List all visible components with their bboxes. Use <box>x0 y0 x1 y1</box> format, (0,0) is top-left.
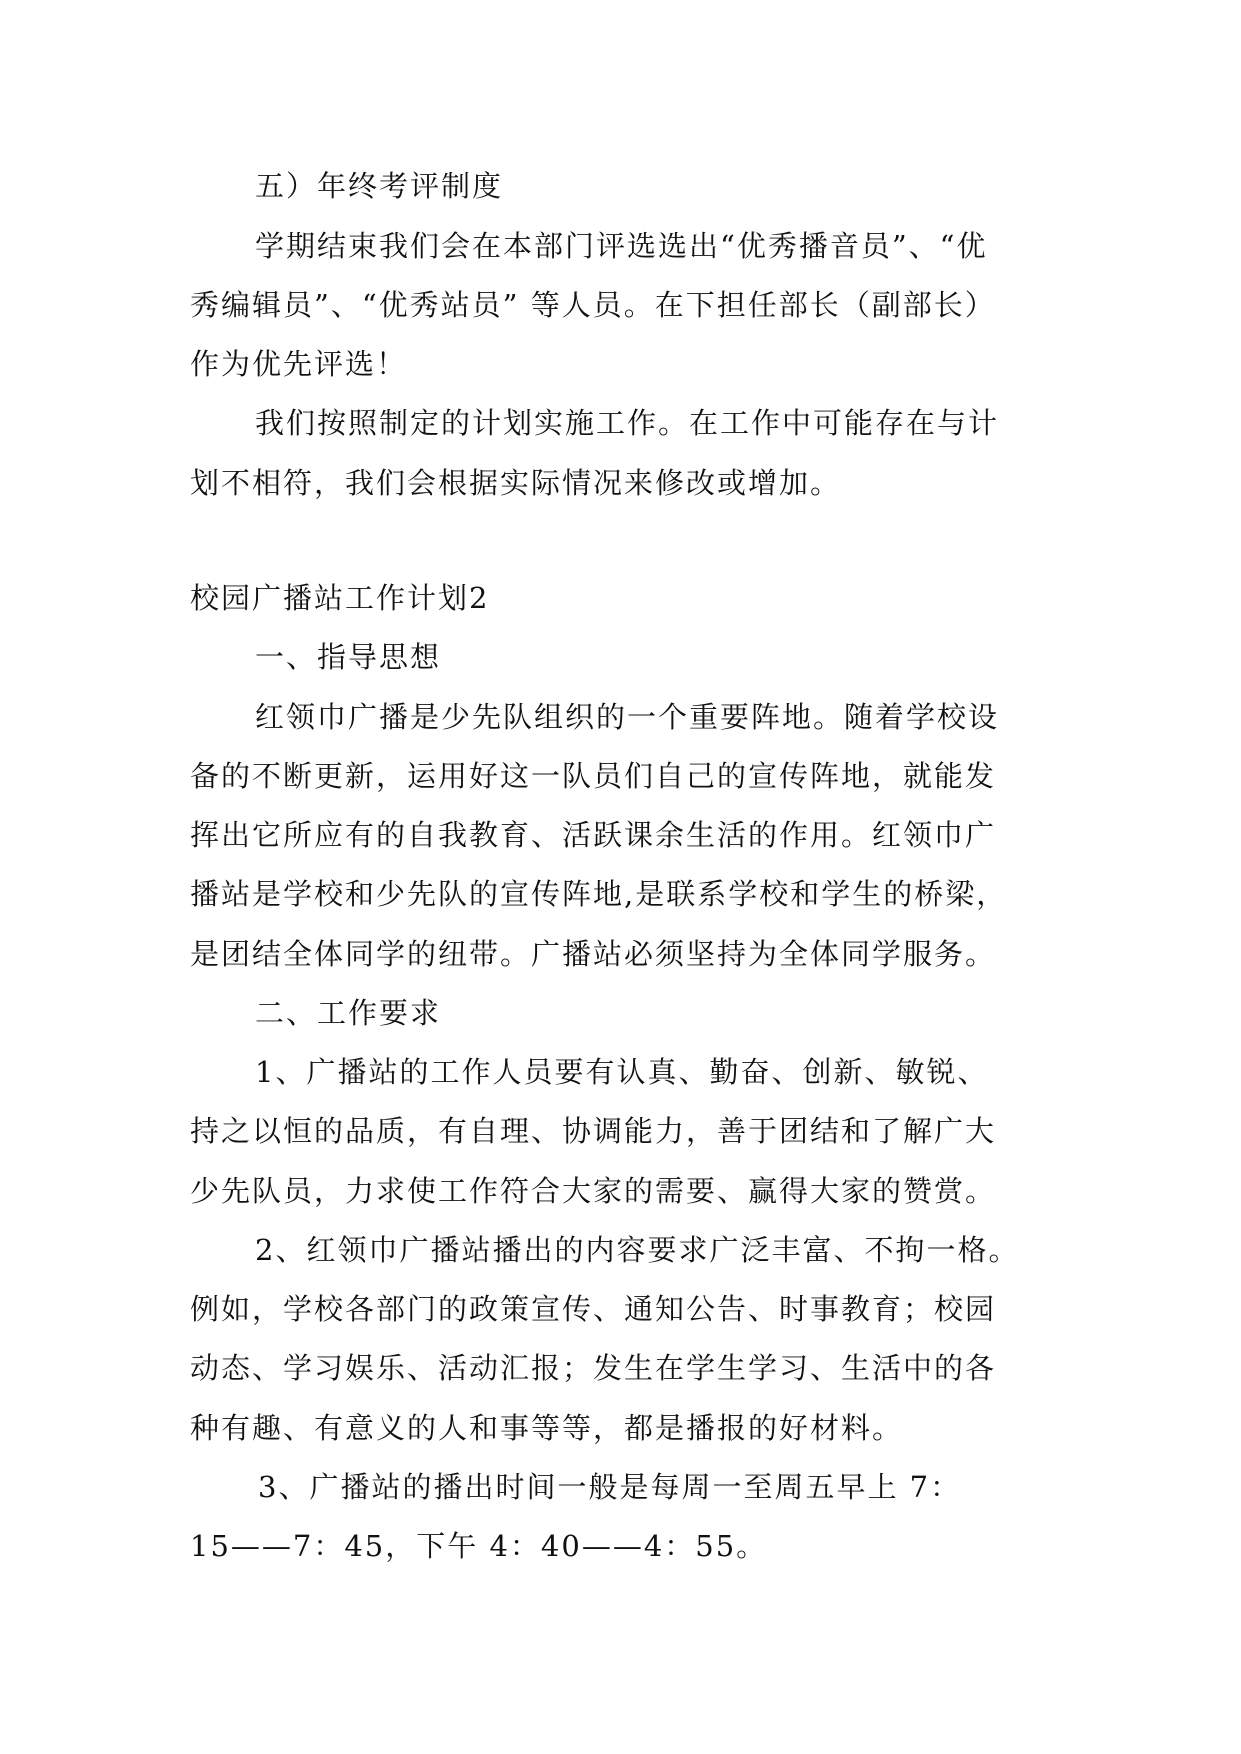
paragraph-line: 挥出它所应有的自我教育、活跃课余生活的作用。红领巾广 <box>190 818 997 852</box>
paragraph-line: 是团结全体同学的纽带。广播站必须坚持为全体同学服务。 <box>190 937 997 971</box>
paragraph-line: 3、广播站的播出时间一般是每周一至周五早上 7： <box>258 1470 962 1504</box>
paragraph-line: 持之以恒的品质，有自理、协调能力，善于团结和了解广大 <box>190 1114 997 1148</box>
paragraph-line: 2、红领巾广播站播出的内容要求广泛丰富、不拘一格。 <box>255 1233 1020 1267</box>
paragraph-line: 动态、学习娱乐、活动汇报；发生在学生学习、生活中的各 <box>190 1351 997 1385</box>
paragraph-line: 作为优先评选！ <box>190 347 408 381</box>
section-title: 校园广播站工作计划2 <box>190 581 490 615</box>
paragraph-line: 少先队员，力求使工作符合大家的需要、赢得大家的赞赏。 <box>190 1174 997 1208</box>
paragraph-line: 秀编辑员”、“优秀站员” 等人员。在下担任部长（副部长） <box>190 288 996 322</box>
paragraph-line: 学期结束我们会在本部门评选选出“优秀播音员”、“优 <box>255 229 988 263</box>
paragraph-line: 划不相符，我们会根据实际情况来修改或增加。 <box>190 466 842 500</box>
paragraph-line: 15——7：45，下午 4：40——4：55。 <box>190 1529 768 1563</box>
paragraph-line: 备的不断更新，运用好这一队员们自己的宣传阵地，就能发 <box>190 759 997 793</box>
paragraph-line: 例如，学校各部门的政策宣传、通知公告、时事教育；校园 <box>190 1292 997 1326</box>
paragraph-line: 我们按照制定的计划实施工作。在工作中可能存在与计 <box>255 406 1000 440</box>
paragraph-line: 播站是学校和少先队的宣传阵地,是联系学校和学生的桥梁， <box>190 877 1008 911</box>
heading-work-requirements: 二、工作要求 <box>255 996 442 1030</box>
paragraph-line: 红领巾广播是少先队组织的一个重要阵地。随着学校设 <box>255 700 1000 734</box>
paragraph-line: 1、广播站的工作人员要有认真、勤奋、创新、敏锐、 <box>255 1055 989 1089</box>
paragraph-line: 种有趣、有意义的人和事等等，都是播报的好材料。 <box>190 1411 904 1445</box>
heading-guiding-idea: 一、指导思想 <box>255 640 442 674</box>
heading-year-end-review: 五）年终考评制度 <box>255 169 504 203</box>
